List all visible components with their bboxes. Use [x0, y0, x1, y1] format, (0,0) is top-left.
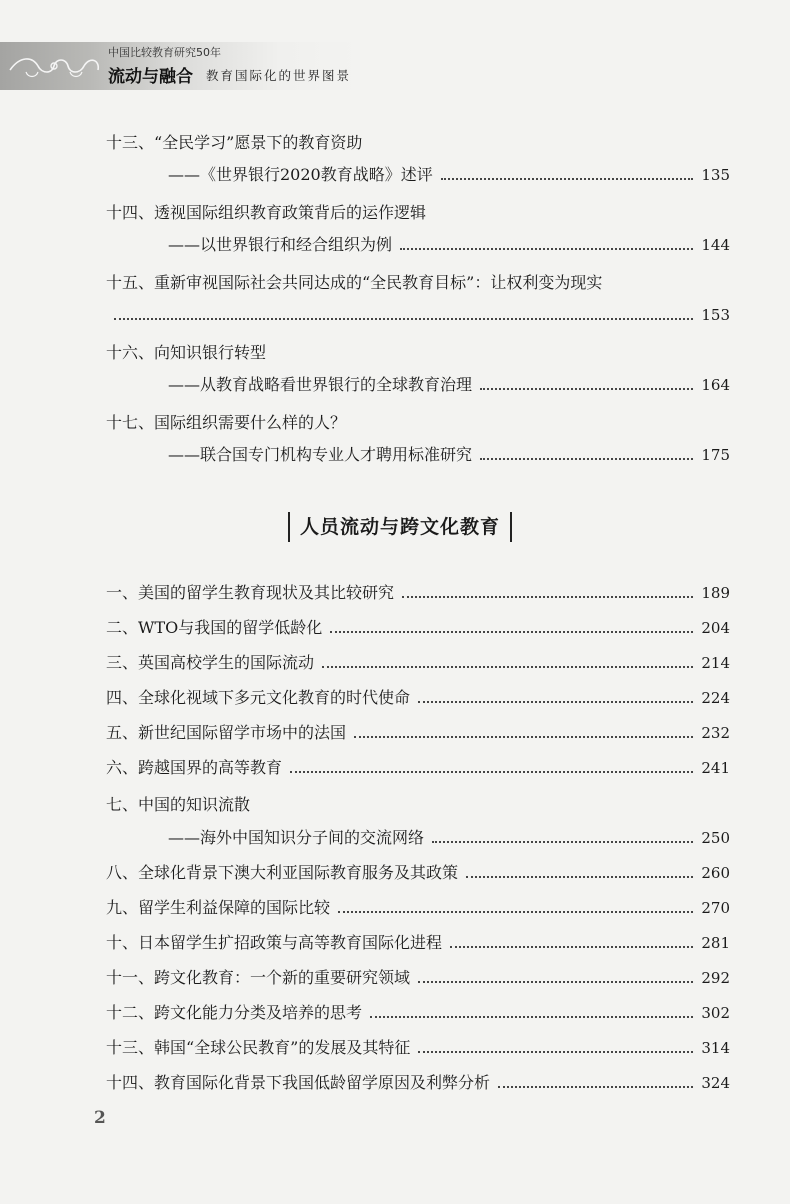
toc-entry[interactable] [106, 963, 730, 989]
toc-entry[interactable] [106, 823, 730, 849]
toc-entry-page: 302 [701, 1004, 730, 1022]
toc-entry-page: 175 [701, 446, 730, 464]
toc-entry-title: 一、美国的留学生教育现状及其比较研究 [106, 583, 395, 602]
section-heading: 人员流动与跨文化教育 [288, 512, 512, 542]
toc-entry[interactable] [106, 1068, 730, 1094]
toc-entry-page: 292 [701, 969, 730, 987]
toc-entry[interactable] [106, 998, 730, 1024]
toc-entry[interactable] [106, 648, 730, 674]
toc-entry-title: 十二、跨文化能力分类及培养的思考 [106, 1003, 363, 1022]
toc-entry-page: 144 [701, 236, 730, 254]
toc-entry[interactable] [106, 893, 730, 919]
toc-entry-page: 314 [701, 1039, 730, 1057]
toc-entry-page: 250 [701, 829, 730, 847]
toc-entry-title: 五、新世纪国际留学市场中的法国 [106, 723, 347, 742]
toc-entry-title: ——以世界银行和经合组织为例 [168, 235, 393, 254]
leader-dots [480, 388, 693, 390]
toc-entry-page: 135 [701, 166, 730, 184]
toc-entry-title: 三、英国高校学生的国际流动 [106, 653, 315, 672]
toc-entry-page: 224 [701, 689, 730, 707]
leader-dots [418, 701, 693, 703]
toc-entry[interactable] [106, 683, 730, 709]
toc-entry-title: 十四、教育国际化背景下我国低龄留学原因及利弊分析 [106, 1073, 491, 1092]
leader-dots [400, 248, 693, 250]
book-subtitle: 教育国际化的世界图景 [206, 68, 352, 83]
toc-entry-title: 十四、透视国际组织教育政策背后的运作逻辑 [106, 203, 427, 222]
toc-entry-title: 十、日本留学生扩招政策与高等教育国际化进程 [106, 933, 443, 952]
page-number: 2 [94, 1108, 106, 1128]
leader-dots [290, 771, 693, 773]
leader-dots [370, 1016, 693, 1018]
toc-entry-page: 241 [701, 759, 730, 777]
toc-entry-title: 八、全球化背景下澳大利亚国际教育服务及其政策 [106, 863, 459, 882]
leader-dots [466, 876, 693, 878]
series-title: 中国比较教育研究50年 [108, 46, 221, 59]
toc-entry[interactable] [106, 128, 730, 154]
toc-entry[interactable] [106, 1033, 730, 1059]
leader-dots [418, 981, 693, 983]
toc-entry-title: 十七、国际组织需要什么样的人？ [106, 413, 347, 432]
ornament-flourish-icon [6, 50, 102, 82]
toc-entry[interactable] [106, 790, 730, 816]
toc-entry-page: 153 [701, 306, 730, 324]
leader-dots [330, 631, 693, 633]
toc-entry[interactable] [106, 300, 730, 326]
leader-dots [441, 178, 694, 180]
toc-entry-title: 十五、重新审视国际社会共同达成的“全民教育目标”：让权利变为现实 [106, 273, 603, 292]
toc-entry[interactable] [106, 613, 730, 639]
toc-entry-page: 204 [701, 619, 730, 637]
toc-entry-page: 270 [701, 899, 730, 917]
toc-entry[interactable] [106, 370, 730, 396]
leader-dots [480, 458, 693, 460]
toc-entry-title: 四、全球化视域下多元文化教育的时代使命 [106, 688, 411, 707]
toc-entry[interactable] [106, 160, 730, 186]
toc-entry[interactable] [106, 198, 730, 224]
toc-entry[interactable] [106, 338, 730, 364]
toc-entry-page: 164 [701, 376, 730, 394]
toc-entry[interactable] [106, 408, 730, 434]
leader-dots [338, 911, 693, 913]
toc-entry-page: 324 [701, 1074, 730, 1092]
toc-entry[interactable] [106, 928, 730, 954]
toc-entry[interactable] [106, 268, 730, 294]
book-title: 流动与融合 [108, 67, 193, 87]
toc-entry-title: 六、跨越国界的高等教育 [106, 758, 283, 777]
leader-dots [354, 736, 693, 738]
toc-entry[interactable] [106, 718, 730, 744]
toc-entry-title: ——从教育战略看世界银行的全球教育治理 [168, 375, 473, 394]
toc-entry-title: 九、留学生利益保障的国际比较 [106, 898, 331, 917]
toc-entry-title: ——联合国专门机构专业人才聘用标准研究 [168, 445, 473, 464]
toc-entry[interactable] [106, 858, 730, 884]
leader-dots [450, 946, 693, 948]
toc-entry[interactable] [106, 578, 730, 604]
toc-entry[interactable] [106, 753, 730, 779]
toc-entry-page: 232 [701, 724, 730, 742]
leader-dots [418, 1051, 693, 1053]
toc-entry-title: 十三、韩国“全球公民教育”的发展及其特征 [106, 1038, 411, 1057]
toc-entry[interactable] [106, 230, 730, 256]
leader-dots [432, 841, 693, 843]
toc-entry-title: 二、WTO与我国的留学低龄化 [106, 618, 323, 637]
leader-dots [402, 596, 693, 598]
leader-dots [114, 318, 693, 320]
leader-dots [322, 666, 693, 668]
toc-entry-page: 214 [701, 654, 730, 672]
toc-entry-title: 十一、跨文化教育：一个新的重要研究领域 [106, 968, 411, 987]
toc-entry-page: 281 [701, 934, 730, 952]
toc-entry-title: ——《世界银行2020教育战略》述评 [168, 165, 433, 184]
toc-entry-title: 十六、向知识银行转型 [106, 343, 267, 362]
toc-entry-page: 260 [701, 864, 730, 882]
toc-entry-page: 189 [701, 584, 730, 602]
toc-entry-title: 七、中国的知识流散 [106, 795, 251, 814]
leader-dots [498, 1086, 693, 1088]
toc-entry-title: ——海外中国知识分子间的交流网络 [168, 828, 425, 847]
toc-entry[interactable] [106, 440, 730, 466]
toc-entry-title: 十三、“全民学习”愿景下的教育资助 [106, 133, 363, 152]
